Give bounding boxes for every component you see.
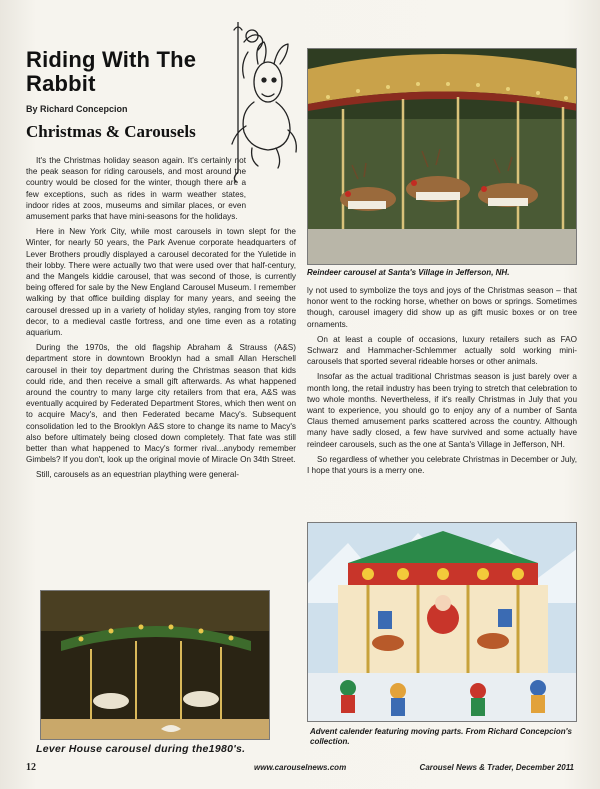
lever-photo-caption: Lever House carousel during the1980's.: [36, 743, 246, 755]
left-column-text: [26, 155, 296, 485]
reindeer-carousel-photo: [307, 48, 577, 265]
paragraph: ly not used to symbolize the toys and joys of the Christmas season – that honor went to the rocking horse, whether on bows or springs. Sometimes though, carousel imagery did show up as gift music boxes or on tree ornaments.: [307, 286, 577, 329]
right-column-text: [307, 285, 577, 480]
advent-calendar-photo: [307, 522, 577, 722]
page-number: 12: [26, 762, 36, 773]
article-title: Riding With The Rabbit: [26, 47, 197, 96]
lever-house-carousel-photo: [40, 590, 270, 740]
website-url: www.carouselnews.com: [254, 763, 347, 772]
paragraph: It's the Christmas holiday season again. It's certainly not the peak season for riding carousels, and most around the country would be closed for the winter, though there are a few exceptions, such as rides in warm weather states, indoor rides at zoos, museums and similar places, or even amusement parks that have mini-seasons for the holidays.: [26, 156, 246, 222]
paragraph: Insofar as the actual traditional Christmas season is just barely over a month long, the retail industry has been trying to stretch that celebration to two whole months. Nevertheless, if it's really Christmas in July that you want to experience, you should go to enjoy any of a number of Santa Claus themed amusement parks scattered across the country. Although many have sadly closed, a few have survived and some actually have reindeer carousels, such as the one at Santa's Village in Jefferson, NH.: [307, 372, 577, 449]
publication-line: Carousel News & Trader, December 2011: [419, 763, 574, 772]
byline: By Richard Concepcion: [26, 104, 128, 114]
paragraph: On at least a couple of occasions, luxury retailers such as FAO Schwarz and Hammacher-Schlemmer actually sold working mini-carousels that sported several rideable horses or other animals.: [307, 334, 577, 367]
reindeer-photo-caption: Reindeer carousel at Santa's Village in Jefferson, NH.: [307, 268, 510, 277]
advent-photo-caption: Advent calender featuring moving parts. From Richard Concepcion's collection.: [310, 727, 572, 746]
section-heading: Christmas & Carousels: [26, 122, 196, 141]
page-footer: [0, 760, 600, 778]
advent-calendar-image: [308, 523, 577, 722]
reindeer-carousel-image: [308, 49, 577, 265]
paragraph: So regardless of whether you celebrate Christmas in December or July, I hope that yours is a merry one.: [307, 454, 577, 476]
paragraph: Here in New York City, while most carousels in town slept for the Winter, for nearly 50 years, the Park Avenue corporate headquarters of Lever Brothers proudly displayed a carousel decorated for the Yuletide in their lobby. There were actually two that were used over that half-century, and the Mangels kiddie carousel, that was second of those, is currently being offered for sale by the New England Carousel Museum. I remember walking by that office building display for many years, and seeing the carousel dressed up in a variety of holiday styles, ranging from toy store decor, to a medieval castle fortress, and one time even as a rotating aquarium.: [26, 227, 296, 338]
lever-house-carousel-image: [41, 591, 270, 740]
paragraph: During the 1970s, the old flagship Abraham & Strauss (A&S) department store in downtown Brooklyn had a small Allan Herschell carousel in their toy department during the Christmas season that kids could ride, and then receive a small gift afterwards. As what happened around the country to many large city retailers from that era, A&S was eventually acquired by Federated Department Stores, which then went on to acquire Macy's, and then Federated became Macy's. Subsequent consolidation led to the Brooklyn A&S store to change its name to Macy's also before ultimately being closed down completely. That fate was still better than what happened to Macy's former rival...anybody remember Gimbels? If you don't, look up the original movie of Miracle On 34th Street.: [26, 343, 296, 465]
paragraph: Still, carousels as an equestrian plaything were general-: [36, 470, 239, 480]
